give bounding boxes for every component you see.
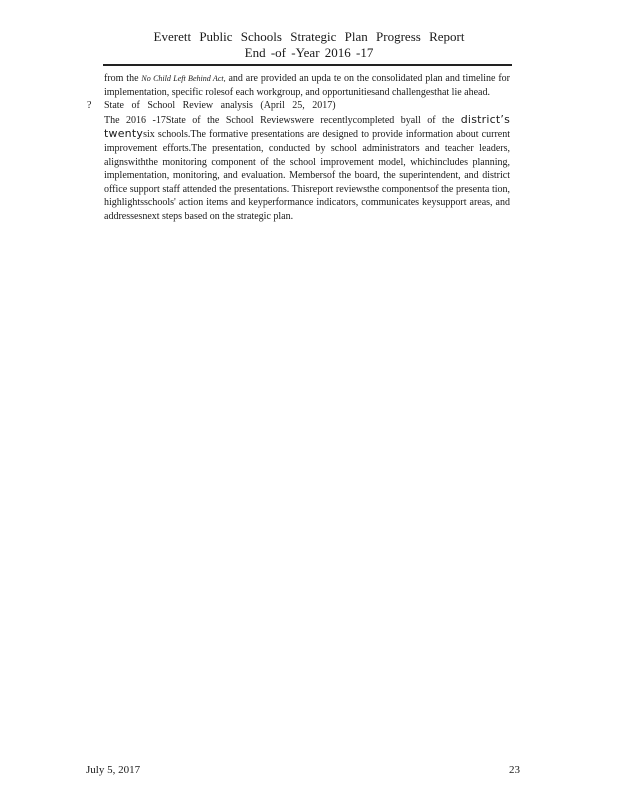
report-title: Everett Public Schools Strategic Plan Progress Report <box>153 29 465 44</box>
paragraph-emphasis: district’s twenty <box>104 112 510 141</box>
section-paragraph <box>104 113 510 224</box>
header-rule <box>103 64 512 66</box>
body-content <box>87 72 510 224</box>
page-number: 23 <box>509 764 520 776</box>
section-item <box>87 99 510 113</box>
intro-paragraph <box>104 72 510 99</box>
act-name: No Child Left Behind Act, <box>141 74 226 83</box>
footer-date: July 5, 2017 <box>86 764 141 776</box>
intro-pre: from the <box>104 73 142 84</box>
report-subtitle: End -of -Year 2016 -17 <box>244 45 374 60</box>
section-heading: State of School Review analysis (April 25, 2017) <box>104 100 336 112</box>
intro-post: and are provided an upda te on the consolidated plan and timeline for implementation, specific rolesof each workgroup, and opportunitiesand challengesthat lie ahead. <box>104 73 510 98</box>
bullet-marker: ? <box>87 100 92 112</box>
paragraph-start: The 2016 -17State of the School Reviewswere recentlycompleted byall of the <box>104 114 461 126</box>
paragraph-rest: six schools.The formative presentations are designed to provide information about current improvement efforts.The presentation, conducted by school administrators and teacher leaders, alignswiththe monitoring component of the school improvement model, whichincludes planning, implementation, monitoring, and evaluation. Membersof the board, the superintendent, and district office support staff attended the presentations. Thisreport reviewsthe componentsof the presenta tion, highlightsschools' action items and keyperformance indicators, communicates keysupport areas, and addressesnext steps based on the strategic plan. <box>104 129 510 222</box>
